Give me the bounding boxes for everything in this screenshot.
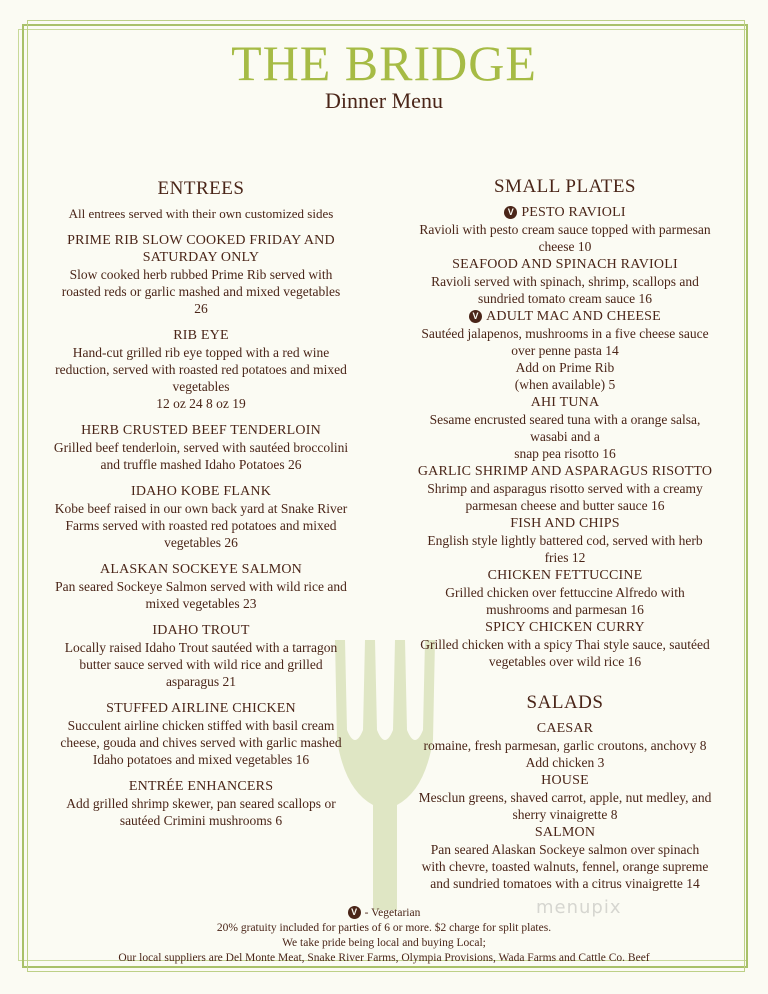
menu-item-name (384, 394, 746, 411)
menu-item (26, 327, 376, 412)
menu-item-title: SALMON (534, 825, 596, 840)
menu-item-name (384, 463, 746, 480)
menu-item-description: Grilled chicken over fettuccine Alfredo with mushrooms and parmesan 16 (445, 585, 685, 617)
small-plates-list (384, 204, 746, 670)
menu-item-title: AHI TUNA (530, 395, 600, 410)
menu-item (384, 515, 746, 566)
menu-item-name (384, 204, 746, 221)
menu-item (384, 204, 746, 255)
menu-item-title: HERB CRUSTED BEEF TENDERLOIN (81, 423, 321, 438)
menu-item (384, 824, 746, 892)
menu-item-name (384, 824, 746, 841)
menu-item-title: FISH AND CHIPS (510, 516, 620, 531)
menu-item-description: Add grilled shrimp skewer, pan seared scallops or sautéed Crimini mushrooms 6 (66, 796, 336, 828)
entree-list (26, 232, 376, 829)
menu-item (26, 483, 376, 551)
menu-item-title: ENTRÉE ENHANCERS (128, 779, 274, 794)
menu-item-title: ADULT MAC AND CHEESE (486, 309, 661, 324)
vegetarian-icon: V (504, 206, 517, 219)
vegetarian-icon: V (348, 906, 361, 919)
menu-item-description: Kobe beef raised in our own back yard at Snake River Farms served with roasted red potatoes and mixed vegetables 26 (54, 501, 348, 550)
local-pride-note: We take pride being local and buying Local; (282, 937, 486, 949)
menu-item (384, 720, 746, 771)
menu-item-name (26, 778, 376, 795)
menu-item-title: PESTO RAVIOLI (521, 205, 626, 220)
menu-item (26, 561, 376, 612)
menu-item-description: Pan seared Alaskan Sockeye salmon over spinach with chevre, toasted walnuts, fennel, orange supreme and sundried tomatoes with a citrus vinaigrette 14 (421, 842, 709, 891)
menu-item-description: Ravioli served with spinach, shrimp, scallops and sundried tomato cream sauce 16 (431, 274, 699, 306)
menu-item-title: SEAFOOD AND SPINACH RAVIOLI (452, 257, 678, 272)
suppliers-note: Our local suppliers are Del Monte Meat, Snake River Farms, Olympia Provisions, Wada Farms and Cattle Co. Beef (118, 952, 650, 964)
menu-item-description: Ravioli with pesto cream sauce topped with parmesan cheese 10 (419, 222, 711, 254)
menu-item-name (26, 483, 376, 500)
menu-item (384, 256, 746, 307)
salads-list (384, 720, 746, 892)
menu-item-title: IDAHO TROUT (152, 623, 250, 638)
menu-item (26, 700, 376, 768)
watermark: menupix (536, 897, 622, 918)
menu-item-title: IDAHO KOBE FLANK (130, 484, 272, 499)
salads-heading: SALADS (526, 692, 604, 713)
small-plates-heading: SMALL PLATES (493, 176, 636, 197)
menu-item (384, 619, 746, 670)
menu-item-description: Shrimp and asparagus risotto served with a creamy parmesan cheese and butter sauce 16 (427, 481, 703, 513)
menu-item-name (26, 622, 376, 639)
menu-item-name (384, 720, 746, 737)
entrees-heading: ENTREES (157, 178, 245, 199)
menu-item-description: Locally raised Idaho Trout sautéed with a tarragon butter sauce served with wild rice and grilled asparagus 21 (64, 640, 338, 689)
menu-item-description: romaine, fresh parmesan, garlic croutons, anchovy 8 Add chicken 3 (423, 738, 707, 770)
menu-item-title: GARLIC SHRIMP AND ASPARAGUS RISOTTO (417, 464, 713, 479)
menu-item-description: English style lightly battered cod, served with herb fries 12 (427, 533, 703, 565)
menu-item-description: Succulent airline chicken stiffed with basil cream cheese, gouda and chives served with garlic mashed Idaho potatoes and mixed vegetables 16 (60, 718, 342, 767)
restaurant-title: THE BRIDGE (231, 35, 537, 91)
vegetarian-icon: V (469, 310, 482, 323)
menu-item (26, 622, 376, 690)
menu-item-title: CHICKEN FETTUCCINE (487, 568, 643, 583)
menu-item-name (26, 700, 376, 717)
menu-item-description: Pan seared Sockeye Salmon served with wild rice and mixed vegetables 23 (55, 579, 347, 611)
menu-item-title: PRIME RIB SLOW COOKED FRIDAY AND SATURDAY ONLY (67, 233, 335, 265)
menu-item-description: Hand-cut grilled rib eye topped with a red wine reduction, served with roasted red potatoes and mixed vegetables 12 oz 24 8 oz 19 (55, 345, 347, 411)
menu-item-title: ALASKAN SOCKEYE SALMON (100, 562, 302, 577)
menu-item-name (26, 561, 376, 578)
menu-item (384, 772, 746, 823)
menu-item (384, 394, 746, 462)
menu-item-name (384, 567, 746, 584)
menu-item-name (384, 619, 746, 636)
menu-item-description: Slow cooked herb rubbed Prime Rib served with roasted reds or garlic mashed and mixed vegetables 26 (61, 267, 341, 316)
menu-item-title: CAESAR (536, 721, 594, 736)
menu-item-name (384, 515, 746, 532)
menu-item-description: Sesame encrusted seared tuna with a orange salsa, wasabi and a snap pea risotto 16 (429, 412, 701, 461)
menu-item-title: HOUSE (541, 773, 589, 788)
menu-item (26, 422, 376, 473)
menu-item (26, 232, 376, 317)
menu-item-description: Sautéed jalapenos, mushrooms in a five cheese sauce over penne pasta 14 Add on Prime Rib (when available) 5 (421, 326, 709, 392)
gratuity-note: 20% gratuity included for parties of 6 or more. $2 charge for split plates. (216, 922, 552, 934)
menu-item (384, 463, 746, 514)
menu-item-name (384, 256, 746, 273)
menu-item (26, 778, 376, 829)
menu-item-description: Grilled beef tenderloin, served with sautéed broccolini and truffle mashed Idaho Potatoes 26 (53, 440, 349, 472)
menu-item-name (26, 232, 376, 266)
veg-legend-text: - Vegetarian (364, 907, 421, 919)
menu-item-title: RIB EYE (173, 328, 229, 343)
menu-item (384, 567, 746, 618)
menu-item-name (384, 772, 746, 789)
footer (0, 906, 768, 966)
menu-item-name (26, 327, 376, 344)
menu-item-description: Mesclun greens, shaved carrot, apple, nut medley, and sherry vinaigrette 8 (418, 790, 712, 822)
menu-item (384, 308, 746, 393)
entrees-column (26, 178, 376, 839)
right-column (384, 176, 746, 893)
menu-subtitle: Dinner Menu (325, 88, 443, 113)
menu-item-title: SPICY CHICKEN CURRY (485, 620, 645, 635)
veg-legend (0, 906, 768, 921)
entrees-note: All entrees served with their own customized sides (68, 206, 334, 221)
menu-item-title: STUFFED AIRLINE CHICKEN (106, 701, 296, 716)
menu-item-description: Grilled chicken with a spicy Thai style sauce, sautéed vegetables over wild rice 16 (420, 637, 710, 669)
menu-item-name (384, 308, 746, 325)
menu-item-name (26, 422, 376, 439)
